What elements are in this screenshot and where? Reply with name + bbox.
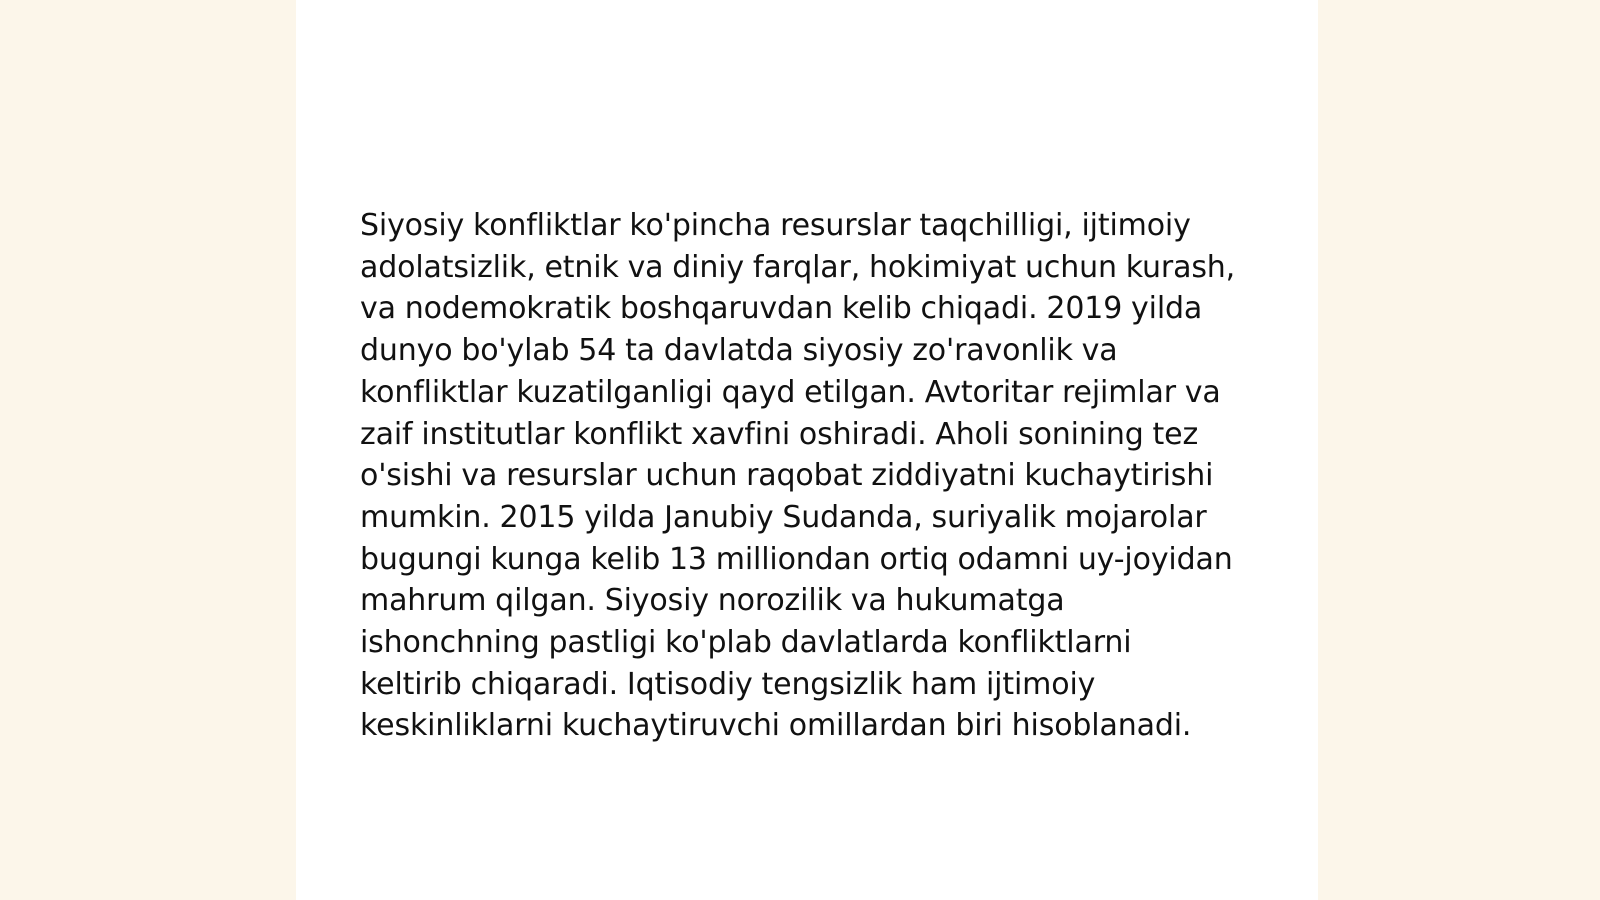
document-page [296, 0, 1318, 900]
body-paragraph: Siyosiy konfliktlar ko'pincha resurslar taqchilligi, ijtimoiy adolatsizlik, etnik va diniy farqlar, hokimiyat uchun kurash, va nodemokratik boshqaruvdan kelib chiqadi. 2019 yilda dunyo bo'ylab 54 ta davlatda siyosiy zo'ravonlik va konfliktlar kuzatilganligi qayd etilgan. Avtoritar rejimlar va zaif institutlar konflikt xavfini oshiradi. Aholi sonining tez o'sishi va resurslar uchun raqobat ziddiyatni kuchaytirishi mumkin. 2015 yilda Janubiy Sudanda, suriyalik mojarolar bugungi kunga kelib 13 milliondan ortiq odamni uy-joyidan mahrum qilgan. Siyosiy norozilik va hukumatga ishonchning pastligi ko'plab davlatlarda konfliktlarni keltirib chiqaradi. Iqtisodiy tengsizlik ham ijtimoiy keskinliklarni kuchaytiruvchi omillardan biri hisoblanadi. [360, 208, 1236, 744]
